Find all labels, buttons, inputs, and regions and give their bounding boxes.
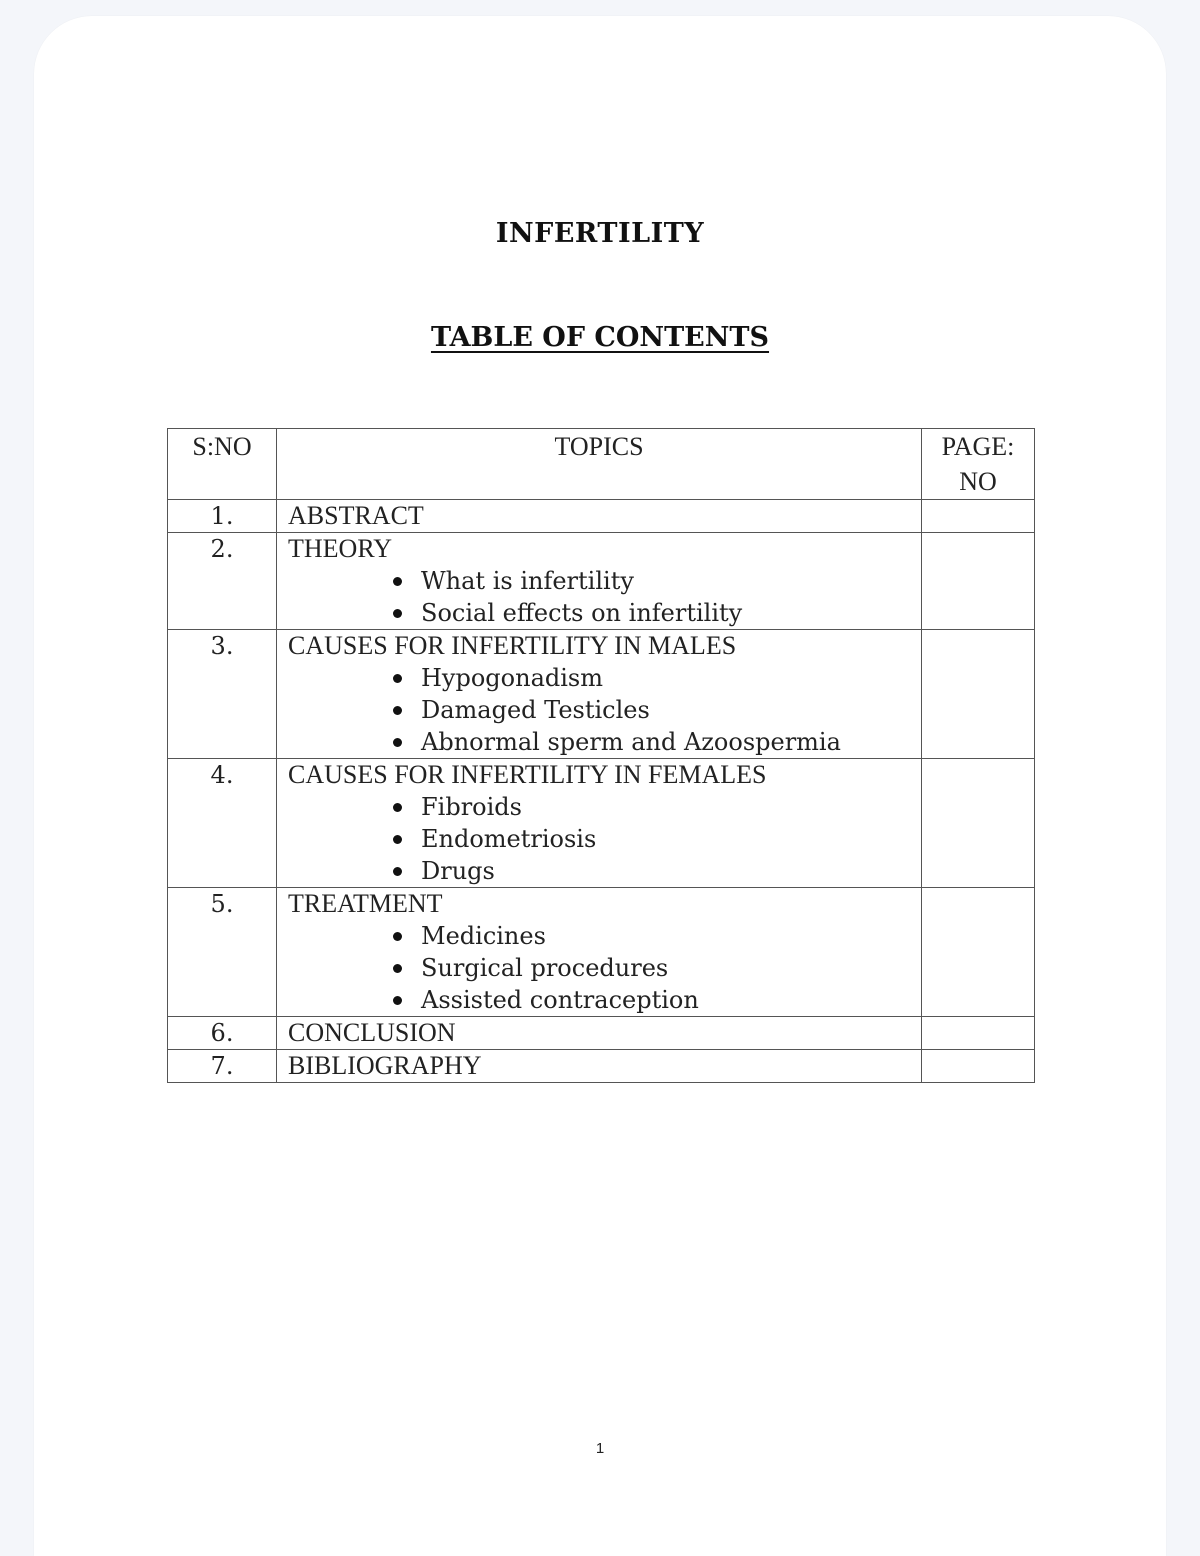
header-page-line2: NO <box>959 467 997 496</box>
row-number: 6. <box>168 1017 277 1050</box>
subtopic-item: Medicines <box>388 920 921 952</box>
toc-heading-text: TABLE OF CONTENTS <box>430 322 770 353</box>
row-topic-cell <box>277 1017 922 1050</box>
topic-title: CAUSES FOR INFERTILITY IN FEMALES <box>288 760 767 789</box>
subtopic-list <box>288 565 921 629</box>
toc-header-row <box>168 429 1035 500</box>
subtopic-item: Hypogonadism <box>388 662 921 694</box>
row-page-cell <box>922 888 1035 1017</box>
subtopic-item: What is infertility <box>388 565 921 597</box>
table-row <box>168 1050 1035 1083</box>
row-page-cell <box>922 759 1035 888</box>
page-number: 1 <box>595 1440 605 1457</box>
topic-title: CAUSES FOR INFERTILITY IN MALES <box>288 631 737 660</box>
toc-heading <box>0 322 1200 353</box>
row-number: 5. <box>168 888 277 1017</box>
table-row <box>168 533 1035 630</box>
subtopic-list <box>288 791 921 887</box>
topic-title: CONCLUSION <box>288 1018 456 1047</box>
row-number: 1. <box>168 500 277 533</box>
topic-title: TREATMENT <box>288 889 443 918</box>
subtopic-list <box>288 920 921 1016</box>
header-sno: S:NO <box>168 429 277 500</box>
topic-title: BIBLIOGRAPHY <box>288 1051 482 1080</box>
topic-title: THEORY <box>288 534 392 563</box>
subtopic-item: Endometriosis <box>388 823 921 855</box>
subtopic-item: Abnormal sperm and Azoospermia <box>388 726 921 758</box>
header-page-no <box>922 429 1035 500</box>
topic-title: ABSTRACT <box>288 501 424 530</box>
row-topic-cell <box>277 533 922 630</box>
table-row <box>168 1017 1035 1050</box>
row-number: 3. <box>168 630 277 759</box>
row-page-cell <box>922 500 1035 533</box>
table-row <box>168 500 1035 533</box>
document-title: INFERTILITY <box>495 218 705 249</box>
header-page-line1: PAGE: <box>941 432 1015 461</box>
row-number: 4. <box>168 759 277 888</box>
subtopic-item: Surgical procedures <box>388 952 921 984</box>
row-number: 7. <box>168 1050 277 1083</box>
row-topic-cell <box>277 630 922 759</box>
table-row <box>168 759 1035 888</box>
subtopic-item: Fibroids <box>388 791 921 823</box>
table-row <box>168 630 1035 759</box>
row-topic-cell <box>277 759 922 888</box>
toc-table <box>167 428 1035 1083</box>
row-topic-cell <box>277 888 922 1017</box>
subtopic-item: Damaged Testicles <box>388 694 921 726</box>
header-topics: TOPICS <box>277 429 922 500</box>
toc-body <box>168 500 1035 1083</box>
row-number: 2. <box>168 533 277 630</box>
subtopic-item: Social effects on infertility <box>388 597 921 629</box>
subtopic-item: Drugs <box>388 855 921 887</box>
row-topic-cell <box>277 500 922 533</box>
row-page-cell <box>922 630 1035 759</box>
row-page-cell <box>922 1017 1035 1050</box>
table-row <box>168 888 1035 1017</box>
row-page-cell <box>922 1050 1035 1083</box>
row-page-cell <box>922 533 1035 630</box>
subtopic-list <box>288 662 921 758</box>
subtopic-item: Assisted contraception <box>388 984 921 1016</box>
row-topic-cell <box>277 1050 922 1083</box>
